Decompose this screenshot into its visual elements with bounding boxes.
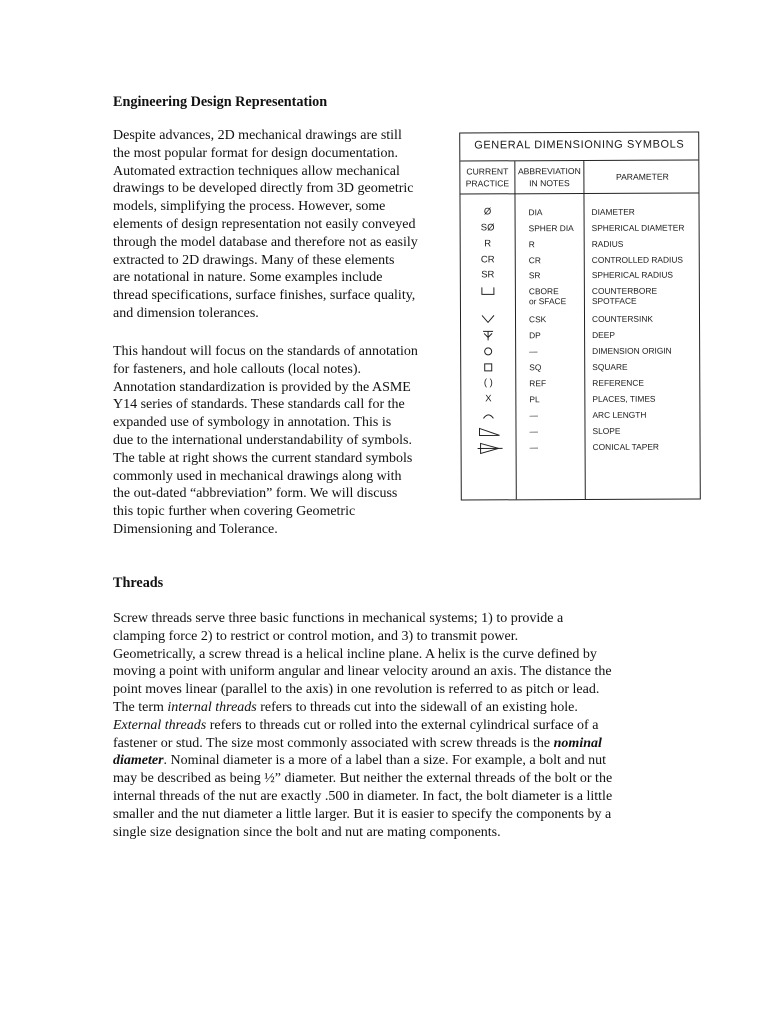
parameter-cell: COUNTERBORE SPOTFACE	[591, 285, 658, 306]
abbreviation-cell: DIA	[528, 207, 543, 218]
text-line: Automated extraction techniques allow mechanical	[113, 163, 400, 179]
abbreviation-cell: SR	[528, 270, 541, 281]
parameter-cell: RADIUS	[591, 238, 624, 249]
column-header-parameter: PARAMETER	[615, 171, 669, 182]
abbreviation-cell: REF	[529, 378, 547, 389]
parameter-cell: CONICAL TAPER	[592, 441, 659, 452]
text-line: are notational in nature. Some examples include	[113, 270, 383, 286]
symbol-cell: Ø	[483, 206, 492, 218]
table-row	[461, 222, 699, 239]
text-line: moving a point with uniform angular and linear velocity around an axis. The distance the	[113, 664, 612, 680]
text-line: internal threads of the nut are exactly .500 in diameter. In fact, the bolt diameter is a little	[113, 788, 613, 804]
table-divider	[460, 192, 698, 194]
symbol-cell: SR	[481, 269, 495, 281]
abbreviation-cell: SQ	[529, 362, 542, 373]
text-line: commonly used in mechanical drawings along with	[113, 468, 402, 484]
depth-icon	[482, 330, 494, 341]
table-row	[461, 313, 699, 330]
abbreviation-cell: —	[529, 410, 538, 421]
text-line: single size designation since the bolt and nut are mating components.	[113, 824, 501, 840]
text-line: through the model database and therefore not as easily	[113, 234, 418, 250]
symbol-cell: X	[485, 393, 492, 405]
term-diameter: diameter	[113, 753, 164, 769]
handout-paragraph	[113, 343, 418, 539]
symbol-cell: SØ	[480, 222, 495, 234]
page-heading: Engineering Design Representation	[113, 94, 328, 110]
text-line: fastener or stud. The size most commonly associated with screw threads is the nominal	[113, 735, 602, 751]
column-header-current: CURRENT PRACTICE	[465, 166, 510, 189]
text-line: point moves linear (parallel to the axis) in one revolution is referred to as pitch or lead.	[113, 682, 600, 698]
table-row	[461, 329, 699, 346]
parameter-cell: COUNTERSINK	[591, 313, 654, 324]
column-header-abbreviation: ABBREVIATION IN NOTES	[517, 165, 581, 189]
text-line: Y14 series of standards. These standards call for the	[113, 397, 405, 413]
text-line: and dimension tolerances.	[113, 305, 259, 321]
symbol-cell: CR	[480, 254, 495, 266]
abbreviation-cell: CSK	[528, 314, 547, 325]
text-line: Annotation standardization is provided by the ASME	[113, 379, 411, 395]
parameter-cell: DIAMETER	[591, 206, 635, 217]
text-line: The term internal threads refers to threads cut into the sidewall of an existing hole.	[113, 699, 578, 715]
table-row	[461, 206, 699, 223]
text-line: Geometrically, a screw thread is a helical incline plane. A helix is the curve defined by	[113, 646, 597, 662]
parameter-cell: SQUARE	[592, 361, 628, 372]
abbreviation-cell: PL	[529, 394, 540, 405]
parameter-cell: ARC LENGTH	[592, 409, 647, 420]
text-line: This handout will focus on the standards of annotation	[113, 344, 418, 359]
text-line: due to the international understandability of symbols.	[113, 432, 412, 448]
arc-length-icon	[481, 410, 495, 420]
abbreviation-cell: SPHER DIA	[528, 223, 574, 234]
abbreviation-cell: —	[529, 442, 538, 453]
threads-paragraph	[113, 610, 612, 841]
text-line: for fasteners, and hole callouts (local notes).	[113, 361, 362, 377]
term-internal-threads: internal threads	[167, 699, 257, 715]
parameter-cell: PLACES, TIMES	[592, 393, 656, 404]
table-row	[461, 361, 699, 378]
text-line: Despite advances, 2D mechanical drawings are still	[113, 128, 402, 143]
table-row	[462, 441, 700, 458]
slope-icon	[477, 426, 501, 438]
text-line: smaller and the nut diameter a little larger. But it is easier to specify the components by a	[113, 806, 612, 822]
term-nominal: nominal	[553, 735, 602, 751]
abbreviation-cell: R	[528, 239, 535, 250]
abbreviation-cell: —	[529, 346, 538, 357]
text-line: drawings to be developed directly from 3D geometric	[113, 181, 414, 197]
table-row	[461, 285, 699, 310]
intro-paragraph	[113, 127, 418, 323]
table-row	[461, 269, 699, 286]
parameter-cell: DEEP	[592, 329, 615, 340]
text-line: clamping force 2) to restrict or control motion, and 3) to transmit power.	[113, 628, 519, 644]
table-divider	[460, 159, 698, 161]
symbol-cell: ( )	[483, 377, 493, 389]
parameter-cell: REFERENCE	[592, 377, 644, 388]
threads-heading: Threads	[113, 575, 164, 591]
text-line: External threads refers to threads cut or rolled into the external cylindrical surface of a	[113, 717, 599, 733]
table-row	[461, 425, 699, 442]
term-external-threads: External threads	[113, 717, 207, 733]
text-line: extracted to 2D drawings. Many of these elements	[113, 252, 395, 268]
square-icon	[483, 362, 493, 372]
abbreviation-cell: CR	[528, 255, 541, 266]
text-line: diameter. Nominal diameter is a more of a label than a size. For example, a bolt and nut	[113, 753, 606, 769]
table-row	[461, 238, 699, 255]
conical-taper-icon	[478, 442, 504, 454]
abbreviation-cell: DP	[529, 330, 541, 341]
parameter-cell: DIMENSION ORIGIN	[592, 345, 672, 356]
text-line: expanded use of symbology in annotation. This is	[113, 415, 392, 431]
table-row	[461, 377, 699, 394]
table-row	[461, 409, 699, 426]
symbol-cell: R	[484, 238, 492, 250]
abbreviation-cell: —	[529, 426, 538, 437]
dimensioning-symbols-table	[459, 131, 701, 500]
text-line: the out-dated “abbreviation” form. We will discuss	[113, 486, 398, 502]
text-line: thread specifications, surface finishes, surface quality,	[113, 288, 416, 304]
text-line: may be described as being ½” diameter. But neither the external threads of the bolt or the	[113, 771, 613, 787]
counterbore-icon	[480, 286, 496, 296]
countersink-icon	[480, 314, 496, 324]
text-line: this topic further when covering Geometric	[113, 504, 356, 520]
parameter-cell: CONTROLLED RADIUS	[591, 254, 683, 265]
table-row	[461, 345, 699, 362]
text-line: models, simplifying the process. However, some	[113, 199, 386, 215]
text-line: Dimensioning and Tolerance.	[113, 521, 278, 537]
table-title: GENERAL DIMENSIONING SYMBOLS	[474, 138, 685, 152]
parameter-cell: SPHERICAL RADIUS	[591, 269, 673, 280]
abbreviation-cell: CBORE or SFACE	[528, 286, 567, 307]
table-row	[461, 393, 699, 410]
text-line: elements of design representation not easily conveyed	[113, 216, 416, 232]
parameter-cell: SPHERICAL DIAMETER	[591, 222, 685, 233]
text-line: the most popular format for design documentation.	[113, 145, 398, 161]
origin-icon	[483, 346, 493, 356]
text-line: The table at right shows the current standard symbols	[113, 450, 413, 466]
parameter-cell: SLOPE	[592, 425, 621, 436]
text-line: Screw threads serve three basic functions in mechanical systems; 1) to provide a	[113, 611, 564, 626]
